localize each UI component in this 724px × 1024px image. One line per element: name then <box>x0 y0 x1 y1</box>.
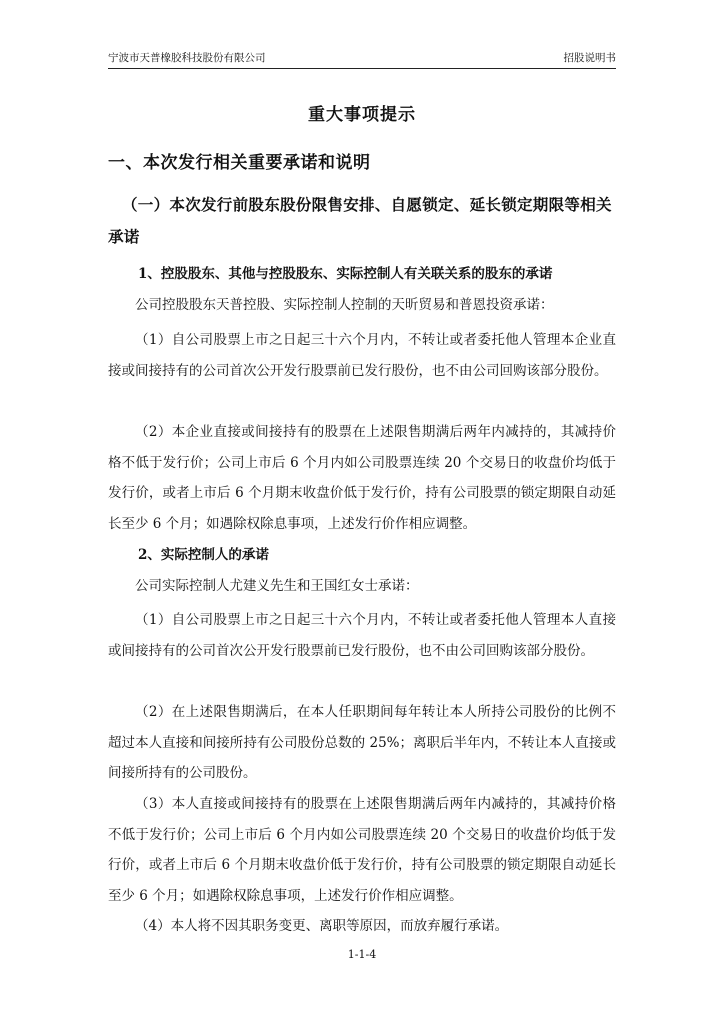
page-header <box>108 50 616 69</box>
item2-heading: 2、实际控制人的承诺 <box>138 547 269 563</box>
item1-paragraph-1: （1）自公司股票上市之日起三十六个月内，不转让或者委托他人管理本企业直接或间接持有的公司首次公开发行股票前已发行股份，也不由公司回购该部分股份。 <box>108 332 616 379</box>
item1-heading: 1、控股股东、其他与控股股东、实际控制人有关联关系的股东的承诺 <box>138 266 553 282</box>
page-number: 1-1-4 <box>347 948 377 961</box>
section-heading: 一、本次发行相关重要承诺和说明 <box>108 153 371 173</box>
item2-paragraph-1: （1）自公司股票上市之日起三十六个月内，不转让或者委托他人管理本人直接或间接持有的公司首次公开发行股票前已发行股份，也不由公司回购该部分股份。 <box>108 612 616 659</box>
subsection-heading: （一）本次发行前股东股份限售安排、自愿锁定、延长锁定期限等相关承诺 <box>108 195 612 246</box>
item2-paragraph-2: （2）在上述限售期满后，在本人任职期间每年转让本人所持公司股份的比例不超过本人直接和间接所持有公司股份总数的 25%；离职后半年内，不转让本人直接或间接所持有的公司股份。 <box>108 704 616 781</box>
item1-intro: 公司控股股东天普控股、实际控制人控制的天昕贸易和普恩投资承诺： <box>135 297 554 313</box>
header-document-type: 招股说明书 <box>563 52 616 64</box>
item2-paragraph-3: （3）本人直接或间接持有的股票在上述限售期满后两年内减持的，其减持价格不低于发行价；公司上市后 6 个月内如公司股票连续 20 个交易日的收盘价均低于发行价，或者上市后 6 个月期末收盘价低于发行价，持有公司股票的锁定期限自动延长至少 6 个月；如遇除权除息事项，上述发行价作相应调整。 <box>108 796 616 904</box>
header-company-name: 宁波市天普橡胶科技股份有限公司 <box>108 52 266 64</box>
item2-intro: 公司实际控制人尤建义先生和王国红女士承诺： <box>135 578 419 594</box>
item2-paragraph-4: （4）本人将不因其职务变更、离职等原因，而放弃履行承诺。 <box>135 918 509 934</box>
page-title: 重大事项提示 <box>308 105 416 125</box>
item1-paragraph-2: （2）本企业直接或间接持有的股票在上述限售期满后两年内减持的，其减持价格不低于发行价；公司上市后 6 个月内如公司股票连续 20 个交易日的收盘价均低于发行价，或者上市后 6 个月期末收盘价低于发行价，持有公司股票的锁定期限自动延长至少 6 个月；如遇除权除息事项，上述发行价作相应调整。 <box>108 424 616 532</box>
